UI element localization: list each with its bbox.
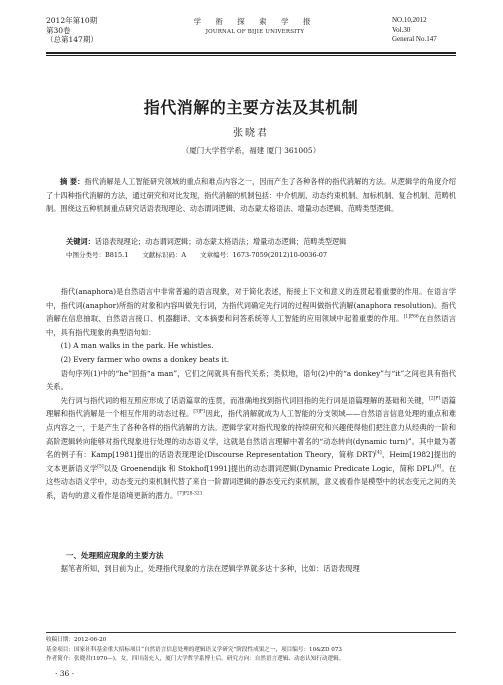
author-bio: 作者简介：张晓君(1970—)，女，四川南充人，厦门大学哲学系博士后。研究方向：自然语言逻辑、动态认知行动逻辑。 [46,656,345,662]
paragraph-text: 因此，指代消解就成为人工智能的分支领域——自然语言信息处理的重点和难点内容之一，于是产生了各种各样的指代消解的方法。逻辑学家对指代现象的持续研究和兴趣使得他们把注意力从经典的一阶和高阶逻辑转向能够对指代现象进行处理的动态语义学，这就是自然语言理解中著名的“动态转向(dynamic turn)”。其中最为著名的例子有：Kamp[1981]提出的话语表现理论(Discourse Representation Theory，简称 DRT) [46,409,457,460]
paragraph-text: 先行词与指代词的相互照应形成了话语篇章的连贯，而准确地找到指代词回指的先行词是语篇理解的基础和关键， [60,395,429,405]
abstract-label: 摘 要： [60,177,85,186]
article-author: 张晓君 [233,128,269,139]
keywords-label: 关键词： [66,237,95,246]
example-sentence-2: (2) Every farmer who owns a donkey beats it. [60,354,230,364]
abstract-text: 指代消解是人工智能研究领域的重点和难点内容之一，因而产生了各种各样的指代消解的方法。从逻辑学的角度介绍了十四种指代消解的方法，通过研究和对比发现，指代消解的机制包括：中介机制、动态约束机制、加标机制、复合机制、范畴机制。围绕这五种机制重点研究话语表现理论、动态谓词逻辑、动态蒙太格语法、增量动态逻辑、范畴类型逻辑。 [46,177,456,213]
body-paragraph [46,285,456,339]
classification-line [66,250,456,259]
article-body [46,285,456,503]
issue-number-en: NO.10,2012 [392,16,427,24]
article-number: 文章编号：1673-7059(2012)10-0036-07 [200,251,327,259]
general-number-en: General No.147 [392,35,437,43]
fund-info: 基金项目：国家社科基金重大招标项目“自然语言信息处理的逻辑语义学研究”阶段性成果之一，项目编号：10&ZD 073 [46,646,342,653]
journal-issue-info [46,16,98,45]
header-rule-thick [46,52,456,54]
footnote-rule [46,632,456,633]
footnote [46,636,456,665]
citation-ref: [2]P1 [429,396,442,402]
clc-number: 中图分类号：B815.1 [66,251,129,259]
citation-ref: [5] [97,464,104,470]
volume-line: 第30卷 [46,25,71,35]
paragraph-text: 语篇理解和指代消解是一个相互作用的动态过程。 [46,395,457,419]
article-title: 指代消解的主要方法及其机制 [143,98,359,117]
paragraph-text: 指代(anaphora)是自然语言中非常普遍的语言现象，对于简化表述，衔接上下文和意义的连贯起着重要的作用。在语言学中，指代词(anaphor)所指的对象和内容叫做先行词，为指代词确定先行词的过程叫做指代消解(anaphora resolution)。指代消解在信息抽取、自然语言接口、机器翻译、文本摘要和问答系统等人工智能的应用领域中起着重要的作用。 [46,287,456,324]
general-issue-line: （总第147期） [46,35,98,44]
received-date: 收稿日期：2012-06-20 [46,637,107,643]
journal-name [190,16,320,35]
keywords [66,236,456,247]
abstract [46,175,456,216]
body-paragraph: 语句序列(1)中的“he”回指“a man”，它们之间就具有指代关系；类似地，语句(2)中的“a donkey”与“it”之间也具有指代关系。 [46,368,456,392]
section-paragraph: 据笔者所知，到目前为止，处理指代现象的方法在逻辑学界就多达十多种，比如：话语表现理 [60,564,360,573]
issue-line: 2012年第10期 [46,16,98,25]
page-number: · 36 · [55,669,75,678]
paragraph-text: 在自然语言中，具有指代现象的典型语句如： [46,314,457,337]
section-heading: 一、处理照应现象的主要方法 [66,551,164,560]
paragraph-text: 、Heim[1982]提出的文本更新语义学 [46,450,456,473]
author-affiliation: （厦门大学哲学系，福建 厦门 361005） [181,146,321,155]
body-paragraph [46,394,456,503]
journal-issue-info-en [392,16,437,45]
volume-en: Vol.30 [392,25,411,34]
paragraph-text: 。在这些动态语义学中，动态变元约束机制代替了来自一阶谓词逻辑的静态变元约束机制，意义被看作是模型中的状态变元之间的关系，语句的意义看作是语境更新的潜力。 [46,463,457,500]
example-sentence-1: (1) A man walks in the park. He whistles. [60,341,214,351]
keywords-text: 话语表现理论；动态谓词逻辑；动态蒙太格语法；增量动态逻辑；范畴类型逻辑 [94,237,347,246]
citation-ref: [7]P28-321 [177,491,203,497]
citation-ref: [3]P1 [193,409,206,415]
journal-name-cn: 学 術 探 索 学 报 [193,17,317,26]
citation-ref: [4] [375,450,382,456]
header-rule-thin [46,55,456,56]
document-code: 文献标识码：A [142,251,187,259]
citation-ref: [6] [435,464,442,470]
paragraph-text: 以及 Groenendijk 和 Stokhof[1991]提出的动态谓词逻辑(Dynamic Predicate Logic，简称 DPL) [103,463,435,473]
citation-ref: [1]P66 [403,314,419,320]
journal-name-en: JOURNAL OF BIJIE UNIVERSITY [205,29,305,35]
